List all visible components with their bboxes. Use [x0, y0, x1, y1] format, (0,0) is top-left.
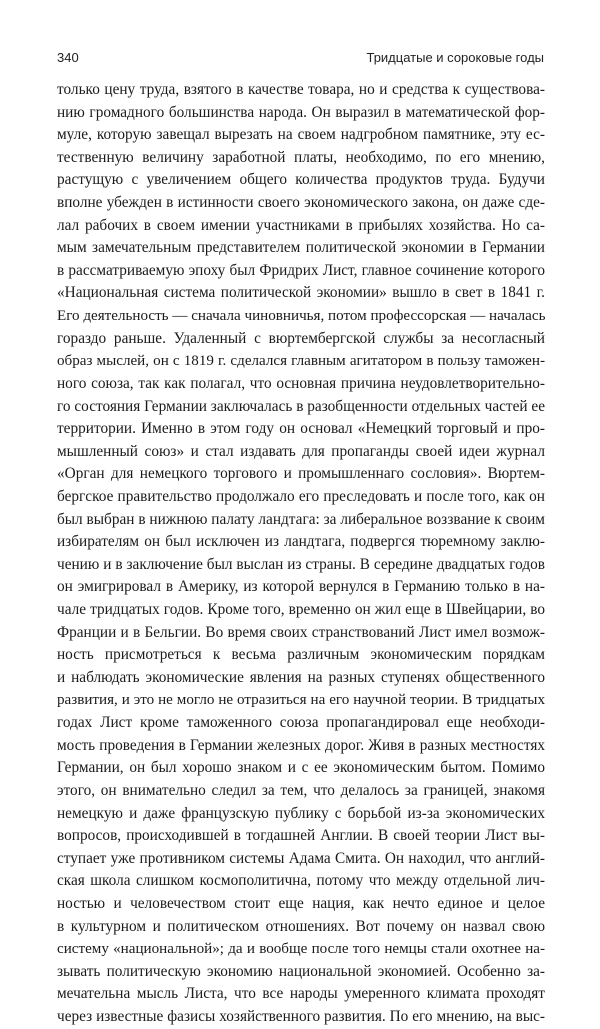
text-line: мым замечательным представителем политической экономии в Германии [57, 239, 545, 257]
text-line: чале тридцатых годов. Кроме того, временно он жил еще в Швейцарии, во [57, 601, 545, 619]
text-line: вопросов, происходившей в тогдашней Англии. В своей теории Лист вы- [57, 827, 545, 845]
text-line: мышленный союз» и стал издавать для пропаганды своей идеи журнал [57, 442, 545, 460]
text-line: ступает уже противником системы Адама Смита. Он находил, что англий- [57, 849, 545, 867]
text-line: зывать политическую экономию национальной экономией. Особенно за- [57, 962, 545, 980]
body-text [57, 79, 545, 1029]
text-line: «Национальная система политической экономии» вышло в свет в 1841 г. [57, 284, 545, 302]
text-line: мечательна мысль Листа, что все народы умеренного климата проходят [57, 985, 545, 1003]
text-line: лал рабочих в своем имении участниками в прибылях хозяйства. Но са- [57, 216, 545, 234]
text-line: ская школа слишком космополитична, потому что между отдельной лич- [57, 872, 545, 890]
text-line: Франции и в Бельгии. Во время своих странствований Лист имел возмож- [57, 623, 545, 641]
text-line: этого, он внимательно следил за тем, что делалось за границей, знакомя [57, 781, 545, 799]
text-line: и наблюдать экономические явления на разных ступенях общественного [57, 668, 545, 686]
text-line: чению и в заключение был выслан из страны. В середине двадцатых годов [57, 555, 545, 573]
text-line: «Орган для немецкого торгового и промышленнаго сословия». Вюртем- [57, 465, 545, 483]
text-line: гораздо раньше. Удаленный с вюртембергской службы за несогласный [57, 329, 545, 347]
text-line: только цену труда, взятого в качестве товара, но и средства к существова- [57, 81, 545, 98]
text-line: немецкую и даже французскую публику с борьбой из-за экономических [57, 804, 545, 822]
text-line: ного союза, так как полагал, что основная причина неудовлетворительно- [57, 374, 545, 392]
text-line: Германии, он был хорошо знаком и с ее экономическим бытом. Помимо [57, 759, 545, 777]
text-line: был выбран в нижнюю палату ландтага: за либеральное воззвание к своим [57, 510, 545, 528]
text-line: ностью и человечеством стоит еще нация, как нечто единое и целое [57, 894, 545, 912]
text-line: систему «национальной»; да и вообще после того немцы стали охотнее на- [57, 941, 545, 958]
text-line: годах Лист кроме таможенного союза пропагандировал еще необходи- [57, 714, 545, 732]
text-line: территории. Именно в этом году он основал «Немецкий торговый и про- [57, 420, 545, 438]
text-line: мость проведения в Германии железных дорог. Живя в разных местностях [57, 736, 545, 754]
text-line: ность присмотреться к весьма различным экономическим порядкам [57, 646, 545, 664]
running-title: Тридцатые и сороковые годы [366, 50, 544, 65]
text-line: Его деятельность — сначала чиновничья, потом профессорская — началась [57, 308, 545, 325]
text-line: через известные фазисы хозяйственного развития. По его мнению, на выс- [57, 1007, 545, 1025]
text-line: го состояния Германии заключалась в разобщенности отдельных частей ее [57, 397, 545, 415]
text-line: вполне убежден в истинности своего экономического закона, он даже сде- [57, 194, 545, 212]
text-line: он эмигрировал в Америку, из которой вернулся в Германию только в на- [57, 578, 545, 596]
text-line: тественную величину заработной платы, необходимо, по его мнению, [57, 148, 545, 166]
text-line: образ мыслей, он с 1819 г. сделался главным агитатором в пользу таможен- [57, 353, 545, 370]
text-line: развития, и это не могло не отразиться на его научной теории. В тридцатых [57, 692, 545, 709]
text-line: в культурном и политическом отношениях. Вот почему он назвал свою [57, 917, 545, 935]
page-number: 340 [57, 50, 79, 65]
text-line: бергское правительство продолжало его преследовать и после того, как он [57, 487, 545, 505]
text-line: избирателям он был исключен из ландтага, подвергся тюремному заклю- [57, 533, 545, 551]
text-line: растущую с увеличением общего количества продуктов труда. Будучи [57, 171, 545, 189]
text-line: в рассматриваемую эпоху был Фридрих Лист, главное сочинение которого [57, 261, 545, 279]
text-line: муле, которую завещал вырезать на своем надгробном памятнике, эту ес- [57, 126, 545, 144]
text-line: нию громадного большинства народа. Он выразил в математической фор- [57, 103, 545, 121]
